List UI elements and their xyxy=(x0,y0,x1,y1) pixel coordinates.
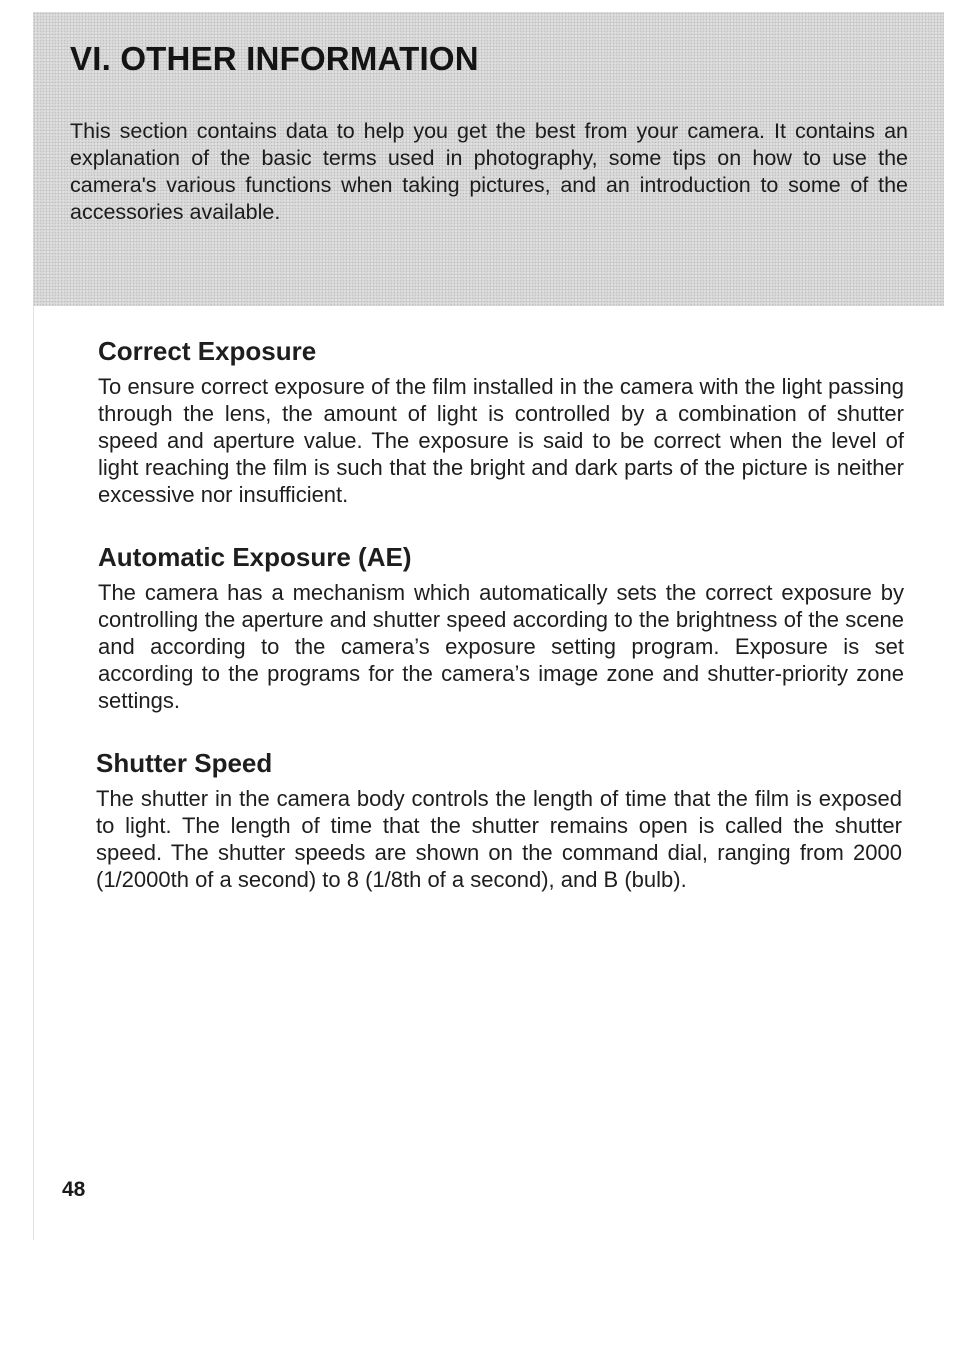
page-number: 48 xyxy=(62,1178,86,1201)
section-title: VI. OTHER INFORMATION xyxy=(70,40,479,77)
section-heading: Automatic Exposure (AE) xyxy=(98,542,412,572)
section-body: The shutter in the camera body controls the length of time that the film is exposed to light. The length of time that the shutter remains open is called the shutter speed. The shutter speeds are shown on the command dial, ranging from 2000 (1/2000th of a second) to 8 (1/8th of a second), and B (bulb). xyxy=(96,786,902,892)
section-automatic-exposure xyxy=(98,542,904,714)
section-body: To ensure correct exposure of the film installed in the camera with the light passing through the lens, the amount of light is controlled by a combination of shutter speed and aperture value. The exposure is said to be correct when the level of light reaching the film is such that the bright and dark parts of the picture is neither excessive nor insufficient. xyxy=(98,374,904,507)
section-heading: Correct Exposure xyxy=(98,336,317,366)
section-intro: This section contains data to help you get the best from your camera. It contains an explanation of the basic terms used in photography, some tips on how to use the camera's various functions when taking pictures, and an introduction to some of the accessories available. xyxy=(70,119,908,224)
section-body: The camera has a mechanism which automatically sets the correct exposure by controlling the aperture and shutter speed according to the brightness of the scene and according to the camera’s exposure setting program. Exposure is set according to the programs for the camera’s image zone and shutter-priority zone settings. xyxy=(98,580,904,713)
section-heading: Shutter Speed xyxy=(96,748,273,778)
section-correct-exposure xyxy=(98,336,904,508)
page-edge-line xyxy=(33,300,34,1240)
section-shutter-speed xyxy=(96,748,902,893)
